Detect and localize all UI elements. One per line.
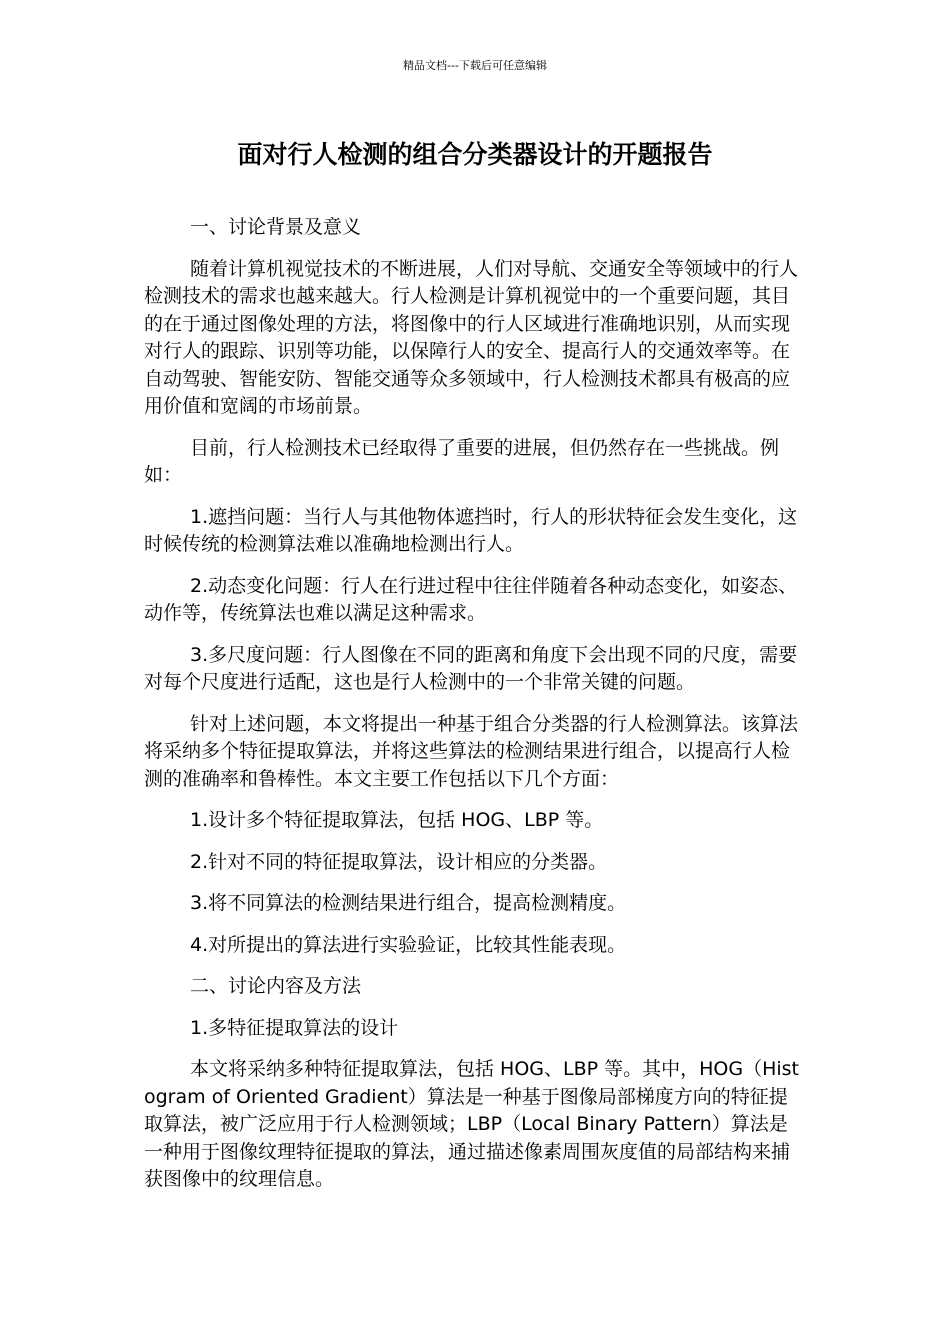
list-item-multi-scale: 3.多尺度问题：行人图像在不同的距离和角度下会出现不同的尺度，需要对每个尺度进行适配，这也是行人检测中的一个非常关键的问题。 bbox=[144, 643, 798, 693]
header-note: 精品文档---下载后可任意编辑 bbox=[403, 59, 547, 72]
subsection-heading-feature-extraction: 1.多特征提取算法的设计 bbox=[190, 1016, 399, 1039]
document-body bbox=[144, 214, 804, 1208]
paragraph-challenges-intro: 目前，行人检测技术已经取得了重要的进展，但仍然存在一些挑战。例如： bbox=[144, 436, 780, 486]
list-item-feature-design: 1.设计多个特征提取算法，包括 HOG、LBP 等。 bbox=[190, 809, 604, 831]
paragraph-background: 随着计算机视觉技术的不断进展，人们对导航、交通安全等领域中的行人检测技术的需求也越来越大。行人检测是计算机视觉中的一个重要问题，其目的在于通过图像处理的方法，将图像中的行人区域进行准确地识别，从而实现对行人的跟踪、识别等功能，以保障行人的安全、提高行人的交通效率等。在自动驾驶、智能安防、智能交通等众多领域中，行人检测技术都具有极高的应用价值和宽阔的市场前景。 bbox=[144, 257, 799, 417]
list-item-classifier-design: 2.针对不同的特征提取算法，设计相应的分类器。 bbox=[190, 850, 608, 873]
paragraph-proposal: 针对上述问题，本文将提出一种基于组合分类器的行人检测算法。该算法将采纳多个特征提取算法，并将这些算法的检测结果进行组合，以提高行人检测的准确率和鲁棒性。本文主要工作包括以下几个方面： bbox=[144, 712, 799, 790]
list-item-dynamic-change: 2.动态变化问题：行人在行进过程中往往伴随着各种动态变化，如姿态、动作等，传统算法也难以满足这种需求。 bbox=[144, 574, 798, 624]
section-heading-methods: 二、讨论内容及方法 bbox=[190, 975, 362, 997]
list-item-validation: 4.对所提出的算法进行实验验证，比较其性能表现。 bbox=[190, 933, 627, 956]
list-item-combination: 3.将不同算法的检测结果进行组合，提高检测精度。 bbox=[190, 892, 627, 914]
paragraph-feature-extraction: 本文将采纳多种特征提取算法，包括 HOG、LBP 等。其中，HOG（Histogram of Oriented Gradient）算法是一种基于图像局部梯度方向的特征提取算法，被广泛应用于行人检测领域；LBP（Local Binary Pattern）算法是一种用于图像纹理特征提取的算法，通过描述像素周围灰度值的局部结构来捕获图像中的纹理信息。 bbox=[144, 1058, 800, 1190]
document-title: 面对行人检测的组合分类器设计的开题报告 bbox=[237, 140, 713, 169]
list-item-occlusion: 1.遮挡问题：当行人与其他物体遮挡时，行人的形状特征会发生变化，这时候传统的检测算法难以准确地检测出行人。 bbox=[144, 505, 798, 555]
section-heading-background: 一、讨论背景及意义 bbox=[190, 216, 362, 238]
